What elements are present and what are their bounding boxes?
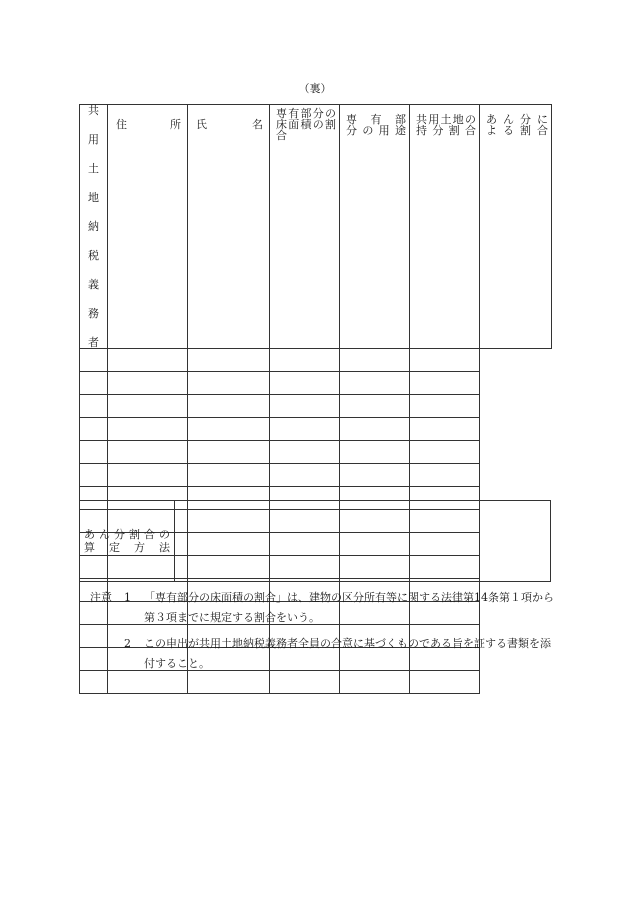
- header-address-right: 所: [170, 118, 181, 131]
- header-apportion-ratio-line2: よ る 割 合: [486, 124, 548, 137]
- vertical-label-char: 務: [88, 307, 99, 320]
- land-share-cell[interactable]: [340, 418, 410, 441]
- name-cell[interactable]: [108, 441, 188, 464]
- apportion-method-field[interactable]: [175, 501, 551, 582]
- vertical-label-char: 土: [88, 162, 99, 175]
- taxpayer-vertical-label: [80, 105, 107, 348]
- notes-section: [90, 588, 560, 680]
- land-share-cell[interactable]: [340, 441, 410, 464]
- apportion-ratio-cell[interactable]: [410, 464, 480, 487]
- header-unit-use-line2: 分 の 用 途: [346, 124, 406, 137]
- header-apportion-ratio-line1: あ ん 分 に: [486, 113, 548, 126]
- unit-use-cell[interactable]: [270, 418, 340, 441]
- apportion-method-label-line2: 算 定 方 法: [84, 541, 170, 554]
- header-floor-area-ratio: [270, 105, 340, 349]
- address-cell[interactable]: [80, 349, 108, 372]
- header-name-right: 名: [252, 118, 263, 131]
- header-address-left: 住: [116, 118, 127, 131]
- name-cell[interactable]: [108, 395, 188, 418]
- table-row: [80, 464, 552, 487]
- vertical-label-char: 共: [88, 104, 99, 117]
- table-row: [80, 349, 552, 372]
- taxpayer-vertical-label-cell: [80, 105, 108, 349]
- unit-use-cell[interactable]: [270, 349, 340, 372]
- header-name: [188, 105, 270, 349]
- table-row: [80, 418, 552, 441]
- note-number-2: 2: [124, 637, 131, 650]
- vertical-label-char: 義: [88, 278, 99, 291]
- header-land-share-line2: 持 分 割 合: [416, 124, 476, 137]
- notes-heading: 注意: [90, 591, 112, 604]
- table-row: [80, 395, 552, 418]
- name-cell[interactable]: [108, 464, 188, 487]
- name-cell[interactable]: [108, 418, 188, 441]
- unit-use-cell[interactable]: [270, 372, 340, 395]
- unit-use-cell[interactable]: [270, 395, 340, 418]
- floor-area-ratio-cell[interactable]: [188, 395, 270, 418]
- vertical-label-char: 納: [88, 220, 99, 233]
- vertical-label-char: 税: [88, 249, 99, 262]
- land-share-cell[interactable]: [340, 349, 410, 372]
- table-row: [80, 441, 552, 464]
- apportion-ratio-cell[interactable]: [410, 418, 480, 441]
- apportion-ratio-cell[interactable]: [410, 349, 480, 372]
- floor-area-ratio-cell[interactable]: [188, 464, 270, 487]
- floor-area-ratio-cell[interactable]: [188, 418, 270, 441]
- apportion-ratio-cell[interactable]: [410, 372, 480, 395]
- header-land-share-line1: 共用土地の: [416, 113, 476, 126]
- note-item-2: [90, 634, 560, 674]
- apportion-method-label-line1: あん分割合の: [84, 528, 170, 541]
- apportion-ratio-cell[interactable]: [410, 395, 480, 418]
- vertical-label-char: 者: [88, 336, 99, 349]
- header-unit-use: [340, 105, 410, 349]
- land-share-cell[interactable]: [340, 464, 410, 487]
- note-number-1: 1: [124, 591, 131, 604]
- address-cell[interactable]: [80, 464, 108, 487]
- header-unit-use-line1: 専 有 部: [346, 113, 406, 126]
- note-text-2: この申出が共用土地納税義務者全員の合意に基づくものである旨を証する書類を添付すること。: [144, 637, 551, 670]
- note-text-1: 「専有部分の床面積の割合」は、建物の区分所有等に関する法律第14条第１項から第３項までに規定する割合をいう。: [144, 591, 554, 624]
- header-floor-area-ratio-line3: 合: [276, 129, 287, 142]
- header-address: [108, 105, 188, 349]
- address-cell[interactable]: [80, 372, 108, 395]
- floor-area-ratio-cell[interactable]: [188, 349, 270, 372]
- address-cell[interactable]: [80, 395, 108, 418]
- unit-use-cell[interactable]: [270, 464, 340, 487]
- name-cell[interactable]: [108, 372, 188, 395]
- apportion-method-table: [79, 500, 551, 582]
- vertical-label-char: 地: [88, 191, 99, 204]
- apportion-method-label: [80, 501, 175, 582]
- header-land-share: [410, 105, 480, 349]
- land-share-cell[interactable]: [340, 372, 410, 395]
- name-cell[interactable]: [108, 349, 188, 372]
- header-apportion-ratio: [480, 105, 552, 349]
- page-title: （裏）: [298, 82, 332, 95]
- vertical-label-char: 用: [88, 133, 99, 146]
- header-name-left: 氏: [196, 118, 207, 131]
- floor-area-ratio-cell[interactable]: [188, 441, 270, 464]
- apportion-ratio-cell[interactable]: [410, 441, 480, 464]
- header-floor-area-ratio-line2: 床面積の割: [276, 118, 336, 131]
- table-row: [80, 372, 552, 395]
- header-floor-area-ratio-line1: 専有部分の: [276, 107, 336, 120]
- address-cell[interactable]: [80, 418, 108, 441]
- land-share-cell[interactable]: [340, 395, 410, 418]
- unit-use-cell[interactable]: [270, 441, 340, 464]
- floor-area-ratio-cell[interactable]: [188, 372, 270, 395]
- note-item-1: [90, 588, 560, 628]
- address-cell[interactable]: [80, 441, 108, 464]
